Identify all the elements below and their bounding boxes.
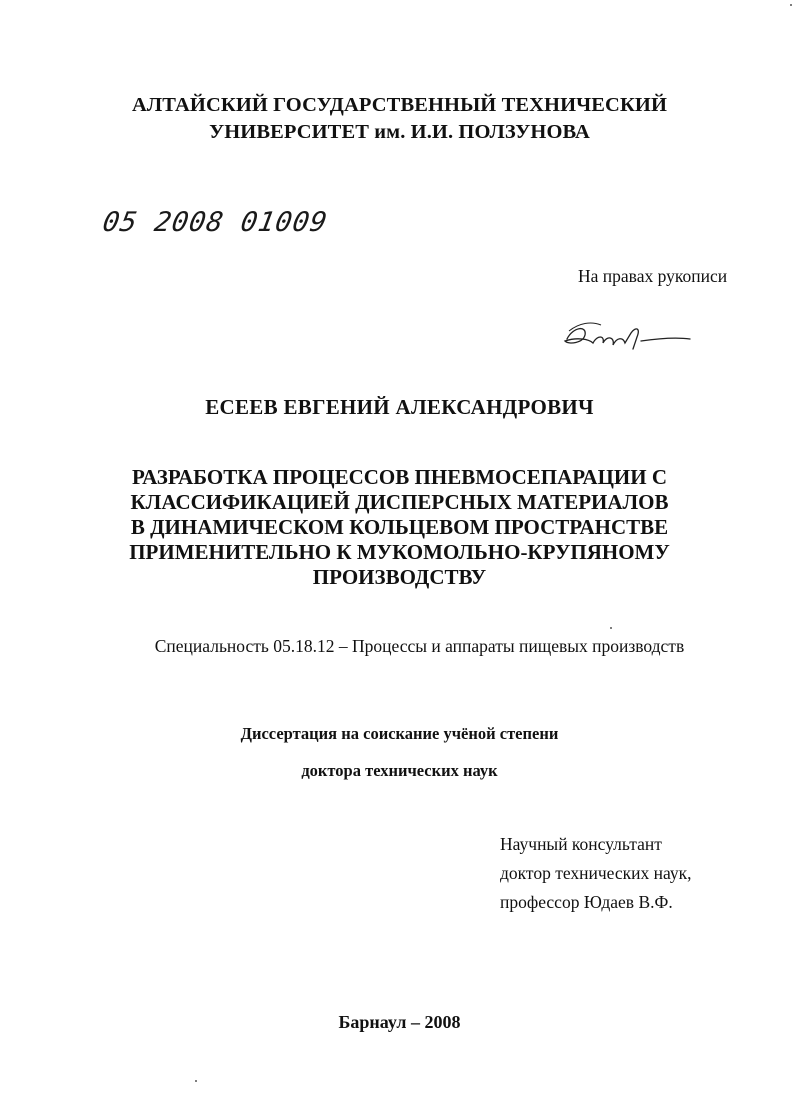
specialty: Специальность 05.18.12 – Процессы и аппараты пищевых производств	[154, 636, 685, 656]
scientific-consultant	[500, 830, 692, 917]
title-line: КЛАССИФИКАЦИЕЙ ДИСПЕРСНЫХ МАТЕРИАЛОВ	[130, 490, 669, 514]
dissertation-degree	[0, 715, 799, 789]
speck	[610, 627, 612, 629]
university-line-2: УНИВЕРСИТЕТ им. И.И. ПОЛЗУНОВА	[209, 121, 590, 143]
dissertation-title	[0, 465, 799, 590]
consultant-line-1: Научный консультант	[500, 834, 662, 854]
consultant-line-2: доктор технических наук,	[500, 863, 692, 883]
author-name: ЕСЕЕВ ЕВГЕНИЙ АЛЕКСАНДРОВИЧ	[205, 395, 594, 419]
handwritten-registration-number: 05 2008 01009	[100, 207, 331, 238]
title-line: В ДИНАМИЧЕСКОМ КОЛЬЦЕВОМ ПРОСТРАНСТВЕ	[130, 515, 669, 539]
title-line: ПРИМЕНИТЕЛЬНО К МУКОМОЛЬНО-КРУПЯНОМУ	[129, 540, 670, 564]
university-line-1: АЛТАЙСКИЙ ГОСУДАРСТВЕННЫЙ ТЕХНИЧЕСКИЙ	[131, 94, 668, 116]
degree-line-2: доктора технических наук	[301, 761, 498, 780]
signature-icon	[555, 315, 695, 360]
speck	[790, 4, 792, 6]
rights-note: На правах рукописи	[578, 266, 728, 286]
title-line: ПРОИЗВОДСТВУ	[312, 565, 487, 589]
university-name	[0, 92, 799, 146]
title-line: РАЗРАБОТКА ПРОЦЕССОВ ПНЕВМОСЕПАРАЦИИ С	[131, 465, 668, 489]
degree-line-1: Диссертация на соискание учёной степени	[240, 724, 559, 743]
speck	[195, 1080, 197, 1082]
consultant-line-3: профессор Юдаев В.Ф.	[500, 892, 673, 912]
city-year: Барнаул – 2008	[338, 1012, 461, 1032]
